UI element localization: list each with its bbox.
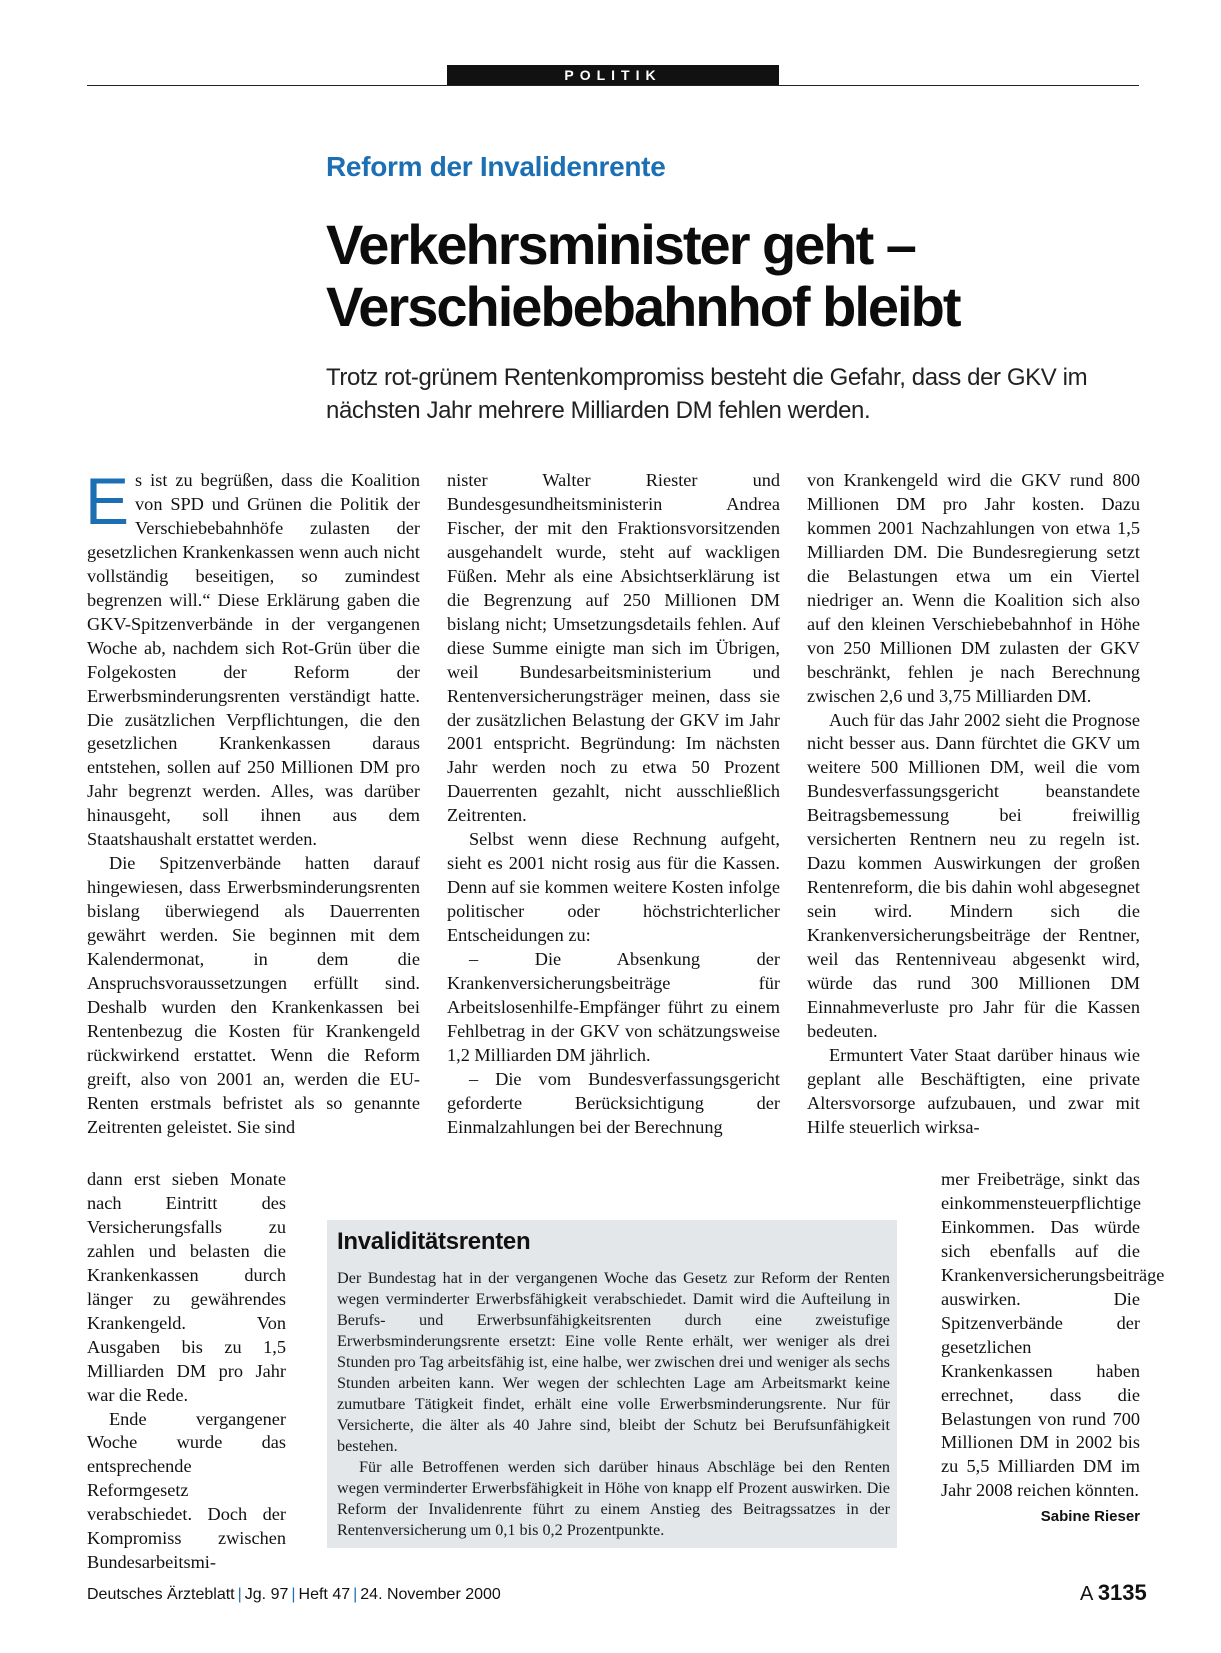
headline bbox=[326, 214, 1126, 338]
issue: Heft 47 bbox=[298, 1586, 351, 1603]
article-column-3-continued bbox=[941, 1168, 1165, 1529]
top-rule bbox=[87, 85, 1139, 86]
paragraph: Der Bundestag hat in der vergangenen Woche das Gesetz zur Reform der Renten wegen verminderter Erwerbsfähigkeit verabschiedet. Damit wird die Aufteilung in Berufs- und Erwerbsunfähigkeitsrenten durch eine zweistufige Erwerbsminderungsrente ersetzt: Eine volle Rente erhält, wer weniger als drei Stunden pro Tag arbeitsfähig ist, eine halbe, wer zwischen drei und weniger als sechs Stunden arbeiten kann. Wer wegen der schlechten Lage am Arbeitsmarkt keine zumutbare Tätigkeit findet, erhält eine volle Erwerbsminderungsrente. Nur für Versicherte, die älter als 40 Jahre sind, bleibt der Schutz bei Berufsunfähigkeit bestehen. bbox=[337, 1269, 890, 1455]
article-column-1-continued bbox=[87, 1168, 286, 1575]
footer-separator: | bbox=[353, 1586, 358, 1603]
article-column-2 bbox=[447, 469, 780, 1140]
journal-name: Deutsches Ärzteblatt bbox=[87, 1586, 235, 1603]
paragraph: – Die vom Bundesverfassungsgericht geforderte Berücksichtigung der Einmalzahlungen bei der Berechnung bbox=[447, 1068, 780, 1137]
page-number-value: 3135 bbox=[1097, 1580, 1147, 1605]
paragraph: Selbst wenn diese Rechnung aufgeht, sieht es 2001 nicht rosig aus für die Kassen. Denn auf sie kommen weitere Kosten infolge politischer oder höchstrichterlicher Entscheidungen zu: bbox=[447, 829, 780, 946]
info-box-title: Invaliditätsrenten bbox=[337, 1228, 531, 1255]
headline-line-2: Verschiebebahnhof bleibt bbox=[326, 275, 960, 338]
page-number bbox=[1080, 1580, 1147, 1606]
page-prefix: A bbox=[1080, 1583, 1093, 1605]
paragraph: – Die Absenkung der Krankenversicherungsbeiträge für Arbeitslosenhilfe-Empfänger führt zu einem Fehlbetrag in der GKV von schätzungsweise 1,2 Milliarden DM jährlich. bbox=[447, 949, 780, 1065]
paragraph: Auch für das Jahr 2002 sieht die Prognose nicht besser aus. Dann fürchtet die GKV um weitere 500 Millionen DM, weil die vom Bundesverfassungsgericht beanstandete Beitragsbemessung bei freiwillig versicherten Rentnern neu zu regeln ist. Dazu kommen Auswirkungen der großen Rentenreform, die bis dahin wohl abgesegnet sein wird. Mindern sich die Krankenversicherungsbeiträge der Rentner, weil das Rentenniveau abgesenkt wird, würde das rund 300 Millionen DM Einnahmeverluste pro Jahr für die Kassen bedeuten. bbox=[807, 709, 1140, 1041]
article-column-3 bbox=[807, 469, 1140, 1140]
footer bbox=[87, 1586, 501, 1604]
headline-line-1: Verkehrsminister geht – bbox=[326, 213, 915, 276]
paragraph: nister Walter Riester und Bundesgesundheitsministerin Andrea Fischer, der mit den Fraktionsvorsitzenden ausgehandelt wurde, steht auf wackligen Füßen. Mehr als eine Absichtserklärung ist die Begrenzung auf 250 Millionen DM bislang nicht; Umsetzungsdetails fehlen. Auf diese Summe einigte man sich im Übrigen, weil Bundesarbeitsministerium und Rentenversicherungsträger meinen, dass sie der zusätzlichen Belastung der GKV im Jahr 2001 entspricht. Begründung: Im nächsten Jahr werden noch zu etwa 50 Prozent Dauerrenten gezahlt, nicht ausschließlich Zeitrenten. bbox=[447, 470, 780, 826]
author-byline: Sabine Rieser bbox=[1040, 1508, 1140, 1526]
paragraph: Die Spitzenverbände hatten darauf hingewiesen, dass Erwerbsminderungsrenten bislang überwiegend als Dauerrenten gewährt werden. Sie beginnen mit dem Kalendermonat, in dem die Anspruchsvoraussetzungen erfüllt sind. Deshalb wurden den Krankenkassen bei Rentenbezug die Kosten für Krankengeld rückwirkend erstattet. Wenn die Reform greift, also von 2001 an, werden die EU-Renten erstmals befristet als so genannte Zeitrenten geleistet. Sie sind bbox=[87, 853, 420, 1137]
paragraph: dann erst sieben Monate nach Eintritt des Versicherungsfalls zu zahlen und belasten die Krankenkassen durch länger zu gewährendes Krankengeld. Von Ausgaben bis zu 1,5 Milliarden DM pro Jahr war die Rede. bbox=[87, 1169, 286, 1405]
paragraph: mer Freibeträge, sinkt das einkommensteuerpflichtige Einkommen. Das würde sich ebenfalls auf die Krankenversicherungsbeiträge auswirken. Die Spitzenverbände der gesetzlichen Krankenkassen haben errechnet, dass die Belastungen von rund 700 Millionen DM in 2002 bis zu 5,5 Milliarden DM im Jahr 2008 reichen könnten. Sabine Rieser bbox=[941, 1168, 1140, 1503]
article-column-1 bbox=[85, 464, 420, 1140]
section-tag: POLITIK bbox=[447, 65, 779, 85]
paragraph: Ende vergangener Woche wurde das entsprechende Reformgesetz verabschiedet. Doch der Kompromiss zwischen Bundesarbeitsmi- bbox=[87, 1408, 286, 1573]
drop-cap: E bbox=[85, 464, 130, 538]
footer-separator: | bbox=[237, 1586, 242, 1603]
info-box-text bbox=[337, 1268, 890, 1541]
paragraph: Ermuntert Vater Staat darüber hinaus wie geplant alle Beschäftigten, eine private Altersvorsorge aufzubauen, und zwar mit Hilfe steuerlich wirksa- bbox=[807, 1044, 1140, 1137]
paragraph: Es ist zu begrüßen, dass die Koalition von SPD und Grünen die Politik der Verschiebebahnhöfe zulasten der gesetzlichen Krankenkassen wenn auch nicht vollständig beseitigen, so zumindest begrenzen will.“ Diese Erklärung gaben die GKV-Spitzenverbände in der vergangenen Woche ab, nachdem sich Rot-Grün über die Folgekosten der Reform der Erwerbsminderungsrenten verständigt hatte. Die zusätzlichen Verpflichtungen, die den gesetzlichen Krankenkassen daraus entstehen, sollen auf 250 Millionen DM pro Jahr begrenzt werden. Alles, was darüber hinausgeht, soll ihnen aus dem Staatshaushalt erstattet werden. bbox=[85, 464, 420, 850]
kicker: Reform der Invalidenrente bbox=[326, 151, 666, 182]
subhead: Trotz rot-grünem Rentenkompromiss besteht die Gefahr, dass der GKV im nächsten Jahr mehrere Milliarden DM fehlen werden. bbox=[326, 364, 1088, 424]
issue-date: 24. November 2000 bbox=[360, 1586, 501, 1603]
paragraph: Für alle Betroffenen werden sich darüber hinaus Abschläge bei den Renten wegen verminderter Erwerbsfähigkeit in Höhe von knapp elf Prozent auswirken. Die Reform der Invalidenrente führt zu einem Anstieg des Beitragssatzes in der Rentenversicherung um 0,1 bis 0,2 Prozentpunkte. bbox=[337, 1458, 890, 1539]
volume: Jg. 97 bbox=[244, 1586, 289, 1603]
footer-separator: | bbox=[291, 1586, 296, 1603]
paragraph: von Krankengeld wird die GKV rund 800 Millionen DM pro Jahr kosten. Dazu kommen 2001 Nachzahlungen von etwa 1,5 Milliarden DM. Die Bundesregierung setzt die Belastungen etwa um ein Viertel niedriger an. Wenn die Koalition sich also auf den kleinen Verschiebebahnhof in Höhe von 250 Millionen DM zulasten der GKV beschränkt, fehlen je nach Berechnung zwischen 2,6 und 3,75 Milliarden DM. bbox=[807, 470, 1140, 706]
